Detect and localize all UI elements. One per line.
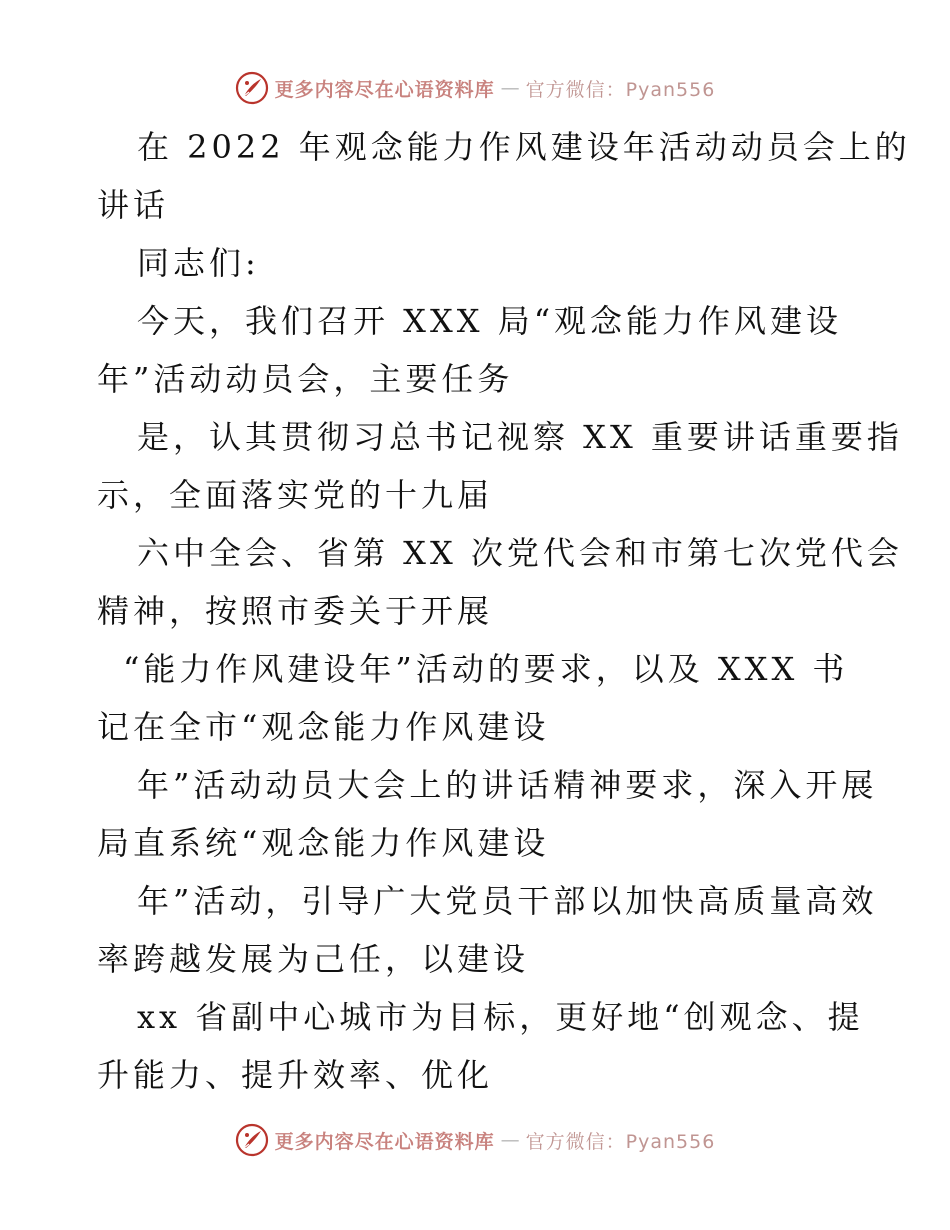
paragraph-line: 今天，我们召开 XXX 局“观念能力作风建设 — [137, 302, 843, 340]
paragraph-line: 年”活动动员会，主要任务 — [97, 360, 514, 398]
quill-pen-logo-icon — [235, 1123, 269, 1157]
paragraph-line: 是，认其贯彻习总书记视察 XX 重要讲话重要指 — [137, 418, 903, 456]
paragraph-line: 升能力、提升效率、优化 — [97, 1056, 494, 1094]
paragraph-line: 年”活动动员大会上的讲话精神要求，深入开展 — [137, 766, 878, 804]
paragraph-line: 示，全面落实党的十九届 — [97, 476, 494, 514]
watermark-brand-text: 更多内容尽在心语资料库 — [274, 1130, 495, 1153]
paragraph-line: 精神，按照市委关于开展 — [97, 592, 494, 630]
watermark-contact-text: 官方微信：Pyan556 — [525, 1130, 716, 1153]
salutation: 同志们: — [137, 244, 260, 282]
paragraph-line: 率跨越发展为己任，以建设 — [97, 940, 530, 978]
watermark-separator: — — [500, 77, 520, 99]
paragraph-line: “能力作风建设年”活动的要求，以及 XXX 书 — [123, 650, 849, 688]
watermark-separator: — — [500, 1129, 520, 1151]
paragraph-line: 年”活动，引导广大党员干部以加快高质量高效 — [137, 882, 878, 920]
footer-watermark — [0, 1120, 950, 1160]
paragraph-line: 局直系统“观念能力作风建设 — [97, 824, 550, 862]
paragraph-line: 记在全市“观念能力作风建设 — [97, 708, 550, 746]
document-body — [97, 118, 911, 1104]
watermark-brand-text: 更多内容尽在心语资料库 — [274, 78, 495, 101]
header-watermark — [0, 68, 950, 108]
paragraph-line: 六中全会、省第 XX 次党代会和市第七次党代会 — [137, 534, 903, 572]
document-title-line-2: 讲话 — [97, 186, 170, 224]
paragraph-line: xx 省副中心城市为目标，更好地“创观念、提 — [137, 998, 864, 1036]
watermark-contact-text: 官方微信：Pyan556 — [525, 78, 716, 101]
document-title-line-1: 在 2022 年观念能力作风建设年活动动员会上的 — [137, 128, 911, 166]
quill-pen-logo-icon — [235, 71, 269, 105]
